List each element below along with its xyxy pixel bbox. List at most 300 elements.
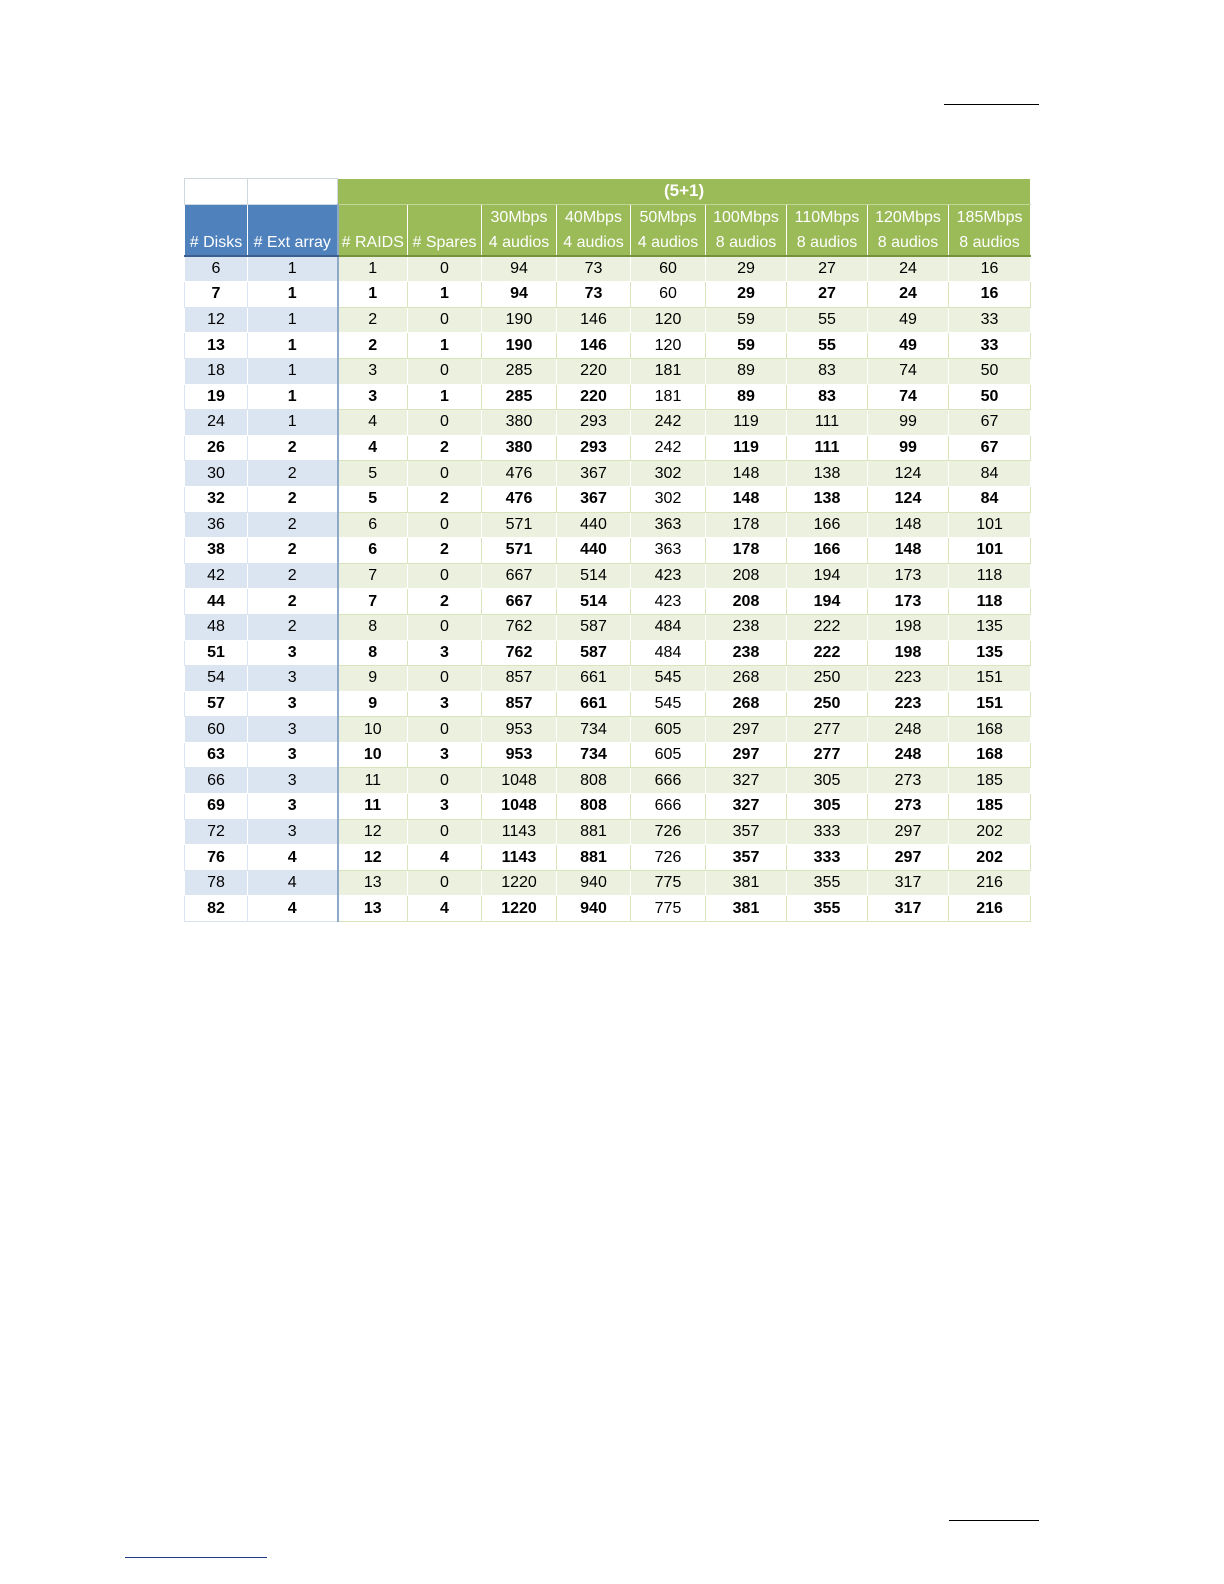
table-cell: 18 [185, 358, 248, 384]
table-cell: 33 [949, 307, 1031, 333]
table-cell: 42 [185, 563, 248, 589]
table-cell: 16 [949, 256, 1031, 282]
table-cell: 94 [482, 282, 557, 308]
table-cell: 72 [185, 819, 248, 845]
table-cell: 222 [787, 614, 868, 640]
table-cell: 5 [338, 461, 408, 487]
table-cell: 2 [248, 538, 338, 564]
table-cell: 74 [868, 384, 949, 410]
table-row [185, 461, 1031, 487]
table-cell: 0 [408, 256, 482, 282]
table-cell: 2 [408, 486, 482, 512]
table-cell: 1220 [482, 870, 557, 896]
table-cell: 857 [482, 691, 557, 717]
table-cell: 59 [706, 333, 787, 359]
col-header-bitrate: 40Mbps [565, 208, 622, 226]
col-header-spares [408, 204, 482, 256]
table-cell: 423 [631, 589, 706, 615]
table-cell: 333 [787, 819, 868, 845]
table-cell: 190 [482, 307, 557, 333]
table-cell: 48 [185, 614, 248, 640]
table-cell: 29 [706, 256, 787, 282]
table-cell: 208 [706, 563, 787, 589]
table-cell: 166 [787, 512, 868, 538]
table-cell: 27 [787, 282, 868, 308]
table-cell: 181 [631, 384, 706, 410]
table-cell: 1143 [482, 845, 557, 871]
table-cell: 83 [787, 384, 868, 410]
table-cell: 667 [482, 563, 557, 589]
table-cell: 73 [557, 282, 631, 308]
table-row [185, 410, 1031, 436]
table-cell: 0 [408, 358, 482, 384]
table-cell: 173 [868, 563, 949, 589]
table-cell: 1 [248, 333, 338, 359]
table-cell: 297 [706, 717, 787, 743]
table-cell: 36 [185, 512, 248, 538]
table-cell: 13 [338, 896, 408, 922]
table-cell: 3 [338, 358, 408, 384]
table-cell: 3 [248, 742, 338, 768]
table-cell: 242 [631, 410, 706, 436]
table-cell: 74 [868, 358, 949, 384]
col-header-label: # Ext array [253, 233, 331, 251]
table-cell: 84 [949, 486, 1031, 512]
table-cell: 775 [631, 896, 706, 922]
table-cell: 3 [248, 666, 338, 692]
table-cell: 381 [706, 896, 787, 922]
table-cell: 4 [248, 896, 338, 922]
table-cell: 302 [631, 486, 706, 512]
col-header-bitrate: 100Mbps [713, 208, 779, 226]
table-row [185, 768, 1031, 794]
table-cell: 3 [248, 691, 338, 717]
table-cell: 55 [787, 307, 868, 333]
table-cell: 84 [949, 461, 1031, 487]
table-cell: 27 [787, 256, 868, 282]
table-cell: 101 [949, 538, 1031, 564]
table-cell: 220 [557, 384, 631, 410]
table-cell: 355 [787, 870, 868, 896]
header-rule [944, 104, 1039, 105]
table-cell: 99 [868, 435, 949, 461]
table-cell: 2 [408, 589, 482, 615]
table-cell: 216 [949, 870, 1031, 896]
table-cell: 0 [408, 563, 482, 589]
table-cell: 33 [949, 333, 1031, 359]
table-cell: 363 [631, 538, 706, 564]
table-cell: 881 [557, 819, 631, 845]
table-cell: 1220 [482, 896, 557, 922]
col-header-audios: 8 audios [796, 233, 858, 251]
table-cell: 190 [482, 333, 557, 359]
table-cell: 2 [338, 307, 408, 333]
table-cell: 571 [482, 538, 557, 564]
col-header-audios: 8 audios [715, 233, 777, 251]
table-cell: 775 [631, 870, 706, 896]
table-cell: 380 [482, 410, 557, 436]
table-cell: 1 [248, 307, 338, 333]
table-cell: 3 [338, 384, 408, 410]
table-cell: 50 [949, 358, 1031, 384]
table-cell: 44 [185, 589, 248, 615]
table-cell: 29 [706, 282, 787, 308]
table-cell: 59 [706, 307, 787, 333]
col-header-bitrate: 185Mbps [956, 208, 1023, 226]
table-cell: 248 [868, 717, 949, 743]
table-cell: 83 [787, 358, 868, 384]
table-cell: 146 [557, 307, 631, 333]
table-cell: 1 [248, 358, 338, 384]
table-cell: 223 [868, 666, 949, 692]
table-cell: 24 [185, 410, 248, 436]
table-cell: 69 [185, 794, 248, 820]
table-cell: 135 [949, 614, 1031, 640]
col-header-bitrate: 120Mbps [875, 208, 941, 226]
table-cell: 4 [408, 845, 482, 871]
table-cell: 89 [706, 384, 787, 410]
table-cell: 238 [706, 640, 787, 666]
table-row [185, 794, 1031, 820]
table-cell: 124 [868, 461, 949, 487]
table-cell: 119 [706, 435, 787, 461]
table-cell: 273 [868, 794, 949, 820]
col-header-30mbps [482, 204, 557, 256]
table-cell: 73 [557, 256, 631, 282]
table-cell: 124 [868, 486, 949, 512]
table-cell: 857 [482, 666, 557, 692]
table-cell: 78 [185, 870, 248, 896]
col-header-disks [185, 204, 248, 256]
table-cell: 26 [185, 435, 248, 461]
col-header-audios: 8 audios [959, 233, 1020, 251]
table-cell: 363 [631, 512, 706, 538]
table-cell: 268 [706, 666, 787, 692]
table-cell: 297 [868, 819, 949, 845]
table-cell: 587 [557, 640, 631, 666]
table-cell: 3 [408, 742, 482, 768]
blank-header-cell [185, 179, 248, 205]
table-cell: 1143 [482, 819, 557, 845]
table-cell: 484 [631, 640, 706, 666]
raid-capacity-table [184, 178, 1031, 922]
table-cell: 484 [631, 614, 706, 640]
table-row [185, 589, 1031, 615]
table-row [185, 640, 1031, 666]
table-cell: 50 [949, 384, 1031, 410]
table-cell: 762 [482, 614, 557, 640]
table-cell: 2 [408, 435, 482, 461]
table-cell: 63 [185, 742, 248, 768]
table-cell: 248 [868, 742, 949, 768]
table-row [185, 384, 1031, 410]
col-header-audios: 4 audios [637, 233, 699, 251]
table-cell: 305 [787, 768, 868, 794]
table-cell: 185 [949, 768, 1031, 794]
table-cell: 953 [482, 717, 557, 743]
table-row [185, 742, 1031, 768]
table-cell: 67 [949, 410, 1031, 436]
table-cell: 605 [631, 742, 706, 768]
table-cell: 76 [185, 845, 248, 871]
table-cell: 3 [408, 691, 482, 717]
table-cell: 726 [631, 819, 706, 845]
table-cell: 82 [185, 896, 248, 922]
table-cell: 223 [868, 691, 949, 717]
table-cell: 3 [248, 640, 338, 666]
table-cell: 9 [338, 691, 408, 717]
table-cell: 16 [949, 282, 1031, 308]
table-cell: 440 [557, 512, 631, 538]
table-cell: 120 [631, 333, 706, 359]
col-header-bitrate: 50Mbps [639, 208, 697, 226]
table-cell: 808 [557, 794, 631, 820]
table-cell: 135 [949, 640, 1031, 666]
table-cell: 476 [482, 486, 557, 512]
table-cell: 2 [248, 512, 338, 538]
table-cell: 0 [408, 717, 482, 743]
table-cell: 666 [631, 794, 706, 820]
table-cell: 293 [557, 435, 631, 461]
table-cell: 12 [338, 845, 408, 871]
table-cell: 151 [949, 666, 1031, 692]
table-cell: 285 [482, 358, 557, 384]
table-body [185, 256, 1031, 922]
table-cell: 1 [338, 282, 408, 308]
table-cell: 367 [557, 486, 631, 512]
table-cell: 57 [185, 691, 248, 717]
blank-header-cell [248, 179, 338, 205]
table-cell: 8 [338, 614, 408, 640]
table-row [185, 563, 1031, 589]
table-cell: 12 [338, 819, 408, 845]
table-cell: 30 [185, 461, 248, 487]
table-cell: 808 [557, 768, 631, 794]
col-header-ext-array [248, 204, 338, 256]
table-cell: 11 [338, 768, 408, 794]
table-cell: 0 [408, 819, 482, 845]
col-header-40mbps [557, 204, 631, 256]
table-cell: 305 [787, 794, 868, 820]
table-cell: 355 [787, 896, 868, 922]
table-cell: 762 [482, 640, 557, 666]
table-cell: 12 [185, 307, 248, 333]
col-header-110mbps [787, 204, 868, 256]
table-cell: 6 [338, 512, 408, 538]
table-cell: 381 [706, 870, 787, 896]
table-cell: 138 [787, 486, 868, 512]
table-cell: 5 [338, 486, 408, 512]
table-cell: 32 [185, 486, 248, 512]
table-cell: 6 [338, 538, 408, 564]
table-row [185, 435, 1031, 461]
table-cell: 202 [949, 845, 1031, 871]
table-cell: 99 [868, 410, 949, 436]
table-cell: 194 [787, 589, 868, 615]
table-cell: 1 [248, 384, 338, 410]
table-cell: 1 [338, 256, 408, 282]
table-row [185, 614, 1031, 640]
col-header-label: # RAIDS [341, 233, 404, 251]
table-cell: 3 [248, 768, 338, 794]
table-cell: 181 [631, 358, 706, 384]
table-cell: 2 [338, 333, 408, 359]
table-cell: 3 [248, 794, 338, 820]
table-cell: 1 [408, 282, 482, 308]
table-cell: 198 [868, 614, 949, 640]
table-cell: 3 [248, 717, 338, 743]
table-cell: 198 [868, 640, 949, 666]
table-cell: 545 [631, 691, 706, 717]
table-cell: 1048 [482, 768, 557, 794]
col-header-185mbps [949, 204, 1031, 256]
table-row [185, 282, 1031, 308]
table-cell: 9 [338, 666, 408, 692]
table-cell: 661 [557, 666, 631, 692]
table-cell: 8 [338, 640, 408, 666]
footer-link-underline [125, 1557, 267, 1558]
table-cell: 120 [631, 307, 706, 333]
table-row [185, 307, 1031, 333]
group-header-row [185, 179, 1031, 205]
table-header [185, 179, 1031, 256]
table-cell: 49 [868, 333, 949, 359]
table-cell: 277 [787, 742, 868, 768]
table-cell: 148 [868, 512, 949, 538]
table-cell: 6 [185, 256, 248, 282]
col-header-audios: 8 audios [877, 233, 939, 251]
table-cell: 268 [706, 691, 787, 717]
table-cell: 4 [248, 870, 338, 896]
table-cell: 545 [631, 666, 706, 692]
table-cell: 168 [949, 742, 1031, 768]
table-cell: 440 [557, 538, 631, 564]
table-cell: 605 [631, 717, 706, 743]
table-row [185, 538, 1031, 564]
table-cell: 151 [949, 691, 1031, 717]
table-cell: 297 [706, 742, 787, 768]
table-cell: 0 [408, 768, 482, 794]
table-cell: 24 [868, 282, 949, 308]
table-row [185, 333, 1031, 359]
table-cell: 60 [631, 282, 706, 308]
table-cell: 118 [949, 563, 1031, 589]
table-cell: 734 [557, 717, 631, 743]
table-cell: 60 [631, 256, 706, 282]
table-cell: 185 [949, 794, 1031, 820]
col-header-raids [338, 204, 408, 256]
table-cell: 202 [949, 819, 1031, 845]
table-cell: 4 [338, 410, 408, 436]
table-cell: 66 [185, 768, 248, 794]
table-cell: 0 [408, 410, 482, 436]
table-cell: 940 [557, 896, 631, 922]
table-cell: 13 [185, 333, 248, 359]
col-header-audios: 4 audios [563, 233, 624, 251]
table-cell: 0 [408, 461, 482, 487]
table-cell: 380 [482, 435, 557, 461]
table-cell: 514 [557, 563, 631, 589]
table-cell: 119 [706, 410, 787, 436]
col-header-label: # Disks [189, 233, 243, 251]
table-cell: 2 [248, 614, 338, 640]
table-cell: 0 [408, 307, 482, 333]
table-cell: 317 [868, 870, 949, 896]
table-cell: 333 [787, 845, 868, 871]
table-cell: 881 [557, 845, 631, 871]
table-cell: 3 [408, 640, 482, 666]
table-cell: 67 [949, 435, 1031, 461]
table-cell: 168 [949, 717, 1031, 743]
table-cell: 317 [868, 896, 949, 922]
table-cell: 327 [706, 794, 787, 820]
col-header-50mbps [631, 204, 706, 256]
col-header-bitrate: 30Mbps [490, 208, 548, 226]
table-cell: 1 [408, 333, 482, 359]
table-row [185, 717, 1031, 743]
table-cell: 118 [949, 589, 1031, 615]
table-cell: 661 [557, 691, 631, 717]
table-cell: 178 [706, 538, 787, 564]
table-cell: 19 [185, 384, 248, 410]
table-cell: 49 [868, 307, 949, 333]
col-header-100mbps [706, 204, 787, 256]
table-cell: 285 [482, 384, 557, 410]
column-header-row [185, 204, 1031, 256]
table-cell: 2 [248, 563, 338, 589]
table-row [185, 666, 1031, 692]
table-cell: 148 [706, 461, 787, 487]
table-cell: 666 [631, 768, 706, 794]
table-cell: 166 [787, 538, 868, 564]
table-cell: 4 [408, 896, 482, 922]
table-cell: 273 [868, 768, 949, 794]
col-header-bitrate: 110Mbps [794, 208, 860, 226]
table-cell: 0 [408, 614, 482, 640]
table-cell: 7 [185, 282, 248, 308]
table-cell: 194 [787, 563, 868, 589]
table-cell: 293 [557, 410, 631, 436]
table-cell: 1 [248, 410, 338, 436]
table-cell: 1 [248, 282, 338, 308]
table-cell: 1 [248, 256, 338, 282]
table-cell: 940 [557, 870, 631, 896]
table-cell: 54 [185, 666, 248, 692]
table-cell: 250 [787, 691, 868, 717]
table-cell: 587 [557, 614, 631, 640]
table-cell: 0 [408, 870, 482, 896]
table-cell: 953 [482, 742, 557, 768]
table-row [185, 845, 1031, 871]
table-cell: 2 [248, 486, 338, 512]
table-cell: 667 [482, 589, 557, 615]
table-cell: 238 [706, 614, 787, 640]
table-cell: 38 [185, 538, 248, 564]
table-cell: 111 [787, 435, 868, 461]
table-cell: 4 [338, 435, 408, 461]
table-cell: 4 [248, 845, 338, 871]
table-cell: 10 [338, 742, 408, 768]
table-cell: 60 [185, 717, 248, 743]
table-cell: 357 [706, 819, 787, 845]
table-cell: 302 [631, 461, 706, 487]
table-cell: 2 [248, 461, 338, 487]
table-cell: 0 [408, 666, 482, 692]
col-header-120mbps [868, 204, 949, 256]
table-cell: 1048 [482, 794, 557, 820]
table-cell: 148 [706, 486, 787, 512]
table-cell: 726 [631, 845, 706, 871]
